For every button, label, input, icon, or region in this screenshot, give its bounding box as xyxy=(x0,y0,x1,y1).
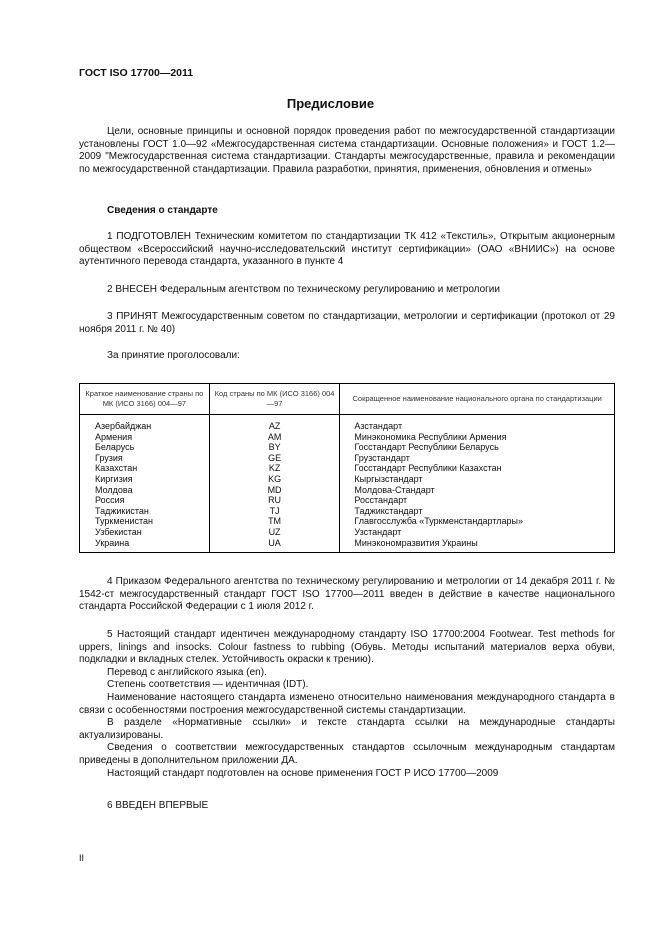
country-name-cell: Беларусь xyxy=(80,442,210,453)
table-header-row xyxy=(80,384,615,415)
item-1-text: 1 ПОДГОТОВЛЕН Техническим комитетом по стандартизации ТК 412 «Текстиль», Открытым акционерным обществом «Всероссийский научно-исследовательский институт сертификации» (ОАО «ВНИИС») на основе аутентичного перевода стандарта, указанного в пункте 4 xyxy=(79,231,615,268)
table-row xyxy=(80,527,615,538)
header-country-name: Краткое наименование страны по МК (ИСО 3166) 004—97 xyxy=(80,384,210,415)
item-5-name-change: Наименование настоящего стандарта изменено относительно наименования международного стандарта в связи с особенностями построения межгосударственной системы стандартизации. xyxy=(79,691,615,716)
country-code-cell: GE xyxy=(209,453,340,464)
item-5-basis: Настоящий стандарт подготовлен на основе применения ГОСТ Р ИСО 17700—2009 xyxy=(107,767,499,779)
national-body-cell: Госстандарт Республики Казахстан xyxy=(340,463,615,474)
item-2-block xyxy=(79,284,615,297)
country-code-cell: UZ xyxy=(209,527,340,538)
item-5-text: 5 Настоящий стандарт идентичен международному стандарту ISO 17700:2004 Footwear. Test methods for uppers, linings and insocks. Colour fastness to rubbing (Обувь. Методы испытаний материалов верха обуви, подкладки и вкладных стелек. Устойчивость окраски к трению). xyxy=(79,629,615,666)
national-body-cell: Госстандарт Республики Беларусь xyxy=(340,442,615,453)
header-national-body: Сокращенное наименование национального органа по стандартизации xyxy=(340,384,615,415)
country-name-cell: Молдова xyxy=(80,485,210,496)
intro-paragraph xyxy=(79,126,615,176)
item-5-block xyxy=(79,629,615,780)
country-code-cell: AZ xyxy=(209,415,340,432)
country-name-cell: Киргизия xyxy=(80,474,210,485)
country-code-cell: MD xyxy=(209,485,340,496)
table-row xyxy=(80,442,615,453)
table-row xyxy=(80,538,615,553)
item-5-language: Перевод с английского языка (en). xyxy=(107,666,267,678)
national-body-cell: Главгосслужба «Туркменстандартлары» xyxy=(340,516,615,527)
country-code-cell: RU xyxy=(209,495,340,506)
national-body-cell: Таджикстандарт xyxy=(340,506,615,517)
national-body-cell: Азстандарт xyxy=(340,415,615,432)
country-name-cell: Азербайджан xyxy=(80,415,210,432)
national-body-cell: Кыргызстандарт xyxy=(340,474,615,485)
item-4-block xyxy=(79,576,615,614)
national-body-cell: Росстандарт xyxy=(340,495,615,506)
page-title: Предисловие xyxy=(286,96,375,111)
item-6-text: 6 ВВЕДЕН ВПЕРВЫЕ xyxy=(107,800,209,811)
country-name-cell: Узбекистан xyxy=(80,527,210,538)
country-code-cell: KG xyxy=(209,474,340,485)
voted-label: За принятие проголосовали: xyxy=(107,350,240,361)
document-code-header: ГОСТ ISO 17700—2011 xyxy=(79,67,194,79)
header-country-code: Код страны по МК (ИСО 3166) 004—97 xyxy=(209,384,340,415)
info-heading: Сведения о стандарте xyxy=(107,205,218,216)
table-row xyxy=(80,474,615,485)
table-row xyxy=(80,432,615,443)
voting-countries-table xyxy=(79,383,615,553)
item-5-references: В разделе «Нормативные ссылки» и тексте стандарта ссылки на международные стандарты актуализированы. xyxy=(79,717,615,741)
country-name-cell: Казахстан xyxy=(80,463,210,474)
table-row xyxy=(80,463,615,474)
table-row xyxy=(80,506,615,517)
table-row xyxy=(80,415,615,432)
country-code-cell: KZ xyxy=(209,463,340,474)
table-body xyxy=(80,415,615,553)
national-body-cell: Узстандарт xyxy=(340,527,615,538)
national-body-cell: Минэкономика Республики Армения xyxy=(340,432,615,443)
table-row xyxy=(80,453,615,464)
country-code-cell: BY xyxy=(209,442,340,453)
item-2-text: 2 ВНЕСЕН Федеральным агентством по техническому регулированию и метрологии xyxy=(107,284,500,295)
intro-text: Цели, основные принципы и основной порядок проведения работ по межгосударственной стандартизации установлены ГОСТ 1.0—92 «Межгосударственная система стандартизации. Основные положения» и ГОСТ 1.2—2009 "Межгосударственная система стандартизации. Стандарты межгосударственные, правила и рекомендации по межгосударственной стандартизации. Правила разработки, принятия, применения, обновления и отмены» xyxy=(79,126,615,175)
country-name-cell: Грузия xyxy=(80,453,210,464)
country-name-cell: Туркменистан xyxy=(80,516,210,527)
country-code-cell: TM xyxy=(209,516,340,527)
item-3-block xyxy=(79,311,615,336)
page-number: II xyxy=(79,853,85,863)
country-code-cell: UA xyxy=(209,538,340,553)
country-name-cell: Армения xyxy=(80,432,210,443)
national-body-cell: Молдова-Стандарт xyxy=(340,485,615,496)
info-heading-block xyxy=(79,205,615,218)
item-5-degree: Степень соответствия — идентичная (IDT). xyxy=(107,679,309,691)
country-code-cell: TJ xyxy=(209,506,340,517)
item-5-appendix: Сведения о соответствии межгосударственных стандартов ссылочным международным стандартам приведены в дополнительном приложении ДА. xyxy=(79,742,615,766)
table-row xyxy=(80,516,615,527)
item-3-text: 3 ПРИНЯТ Межгосударственным советом по стандартизации, метрологии и сертификации (протокол от 29 ноября 2011 г. № 40) xyxy=(79,311,615,335)
country-name-cell: Украина xyxy=(80,538,210,553)
item-4-text: 4 Приказом Федерального агентства по техническому регулированию и метрологии от 14 декабря 2011 г. № 1542-ст межгосударственный стандарт ГОСТ ISO 17700—2011 введен в действие в качестве национального стандарта Российской Федерации с 1 июля 2012 г. xyxy=(79,576,615,613)
national-body-cell: Минэкономразвития Украины xyxy=(340,538,615,553)
country-code-cell: AM xyxy=(209,432,340,443)
item-1-block xyxy=(79,231,615,269)
table-row xyxy=(80,495,615,506)
country-name-cell: Россия xyxy=(80,495,210,506)
voted-label-block xyxy=(79,350,615,363)
country-name-cell: Таджикистан xyxy=(80,506,210,517)
item-6-block xyxy=(79,800,615,813)
national-body-cell: Грузстандарт xyxy=(340,453,615,464)
table-row xyxy=(80,485,615,496)
